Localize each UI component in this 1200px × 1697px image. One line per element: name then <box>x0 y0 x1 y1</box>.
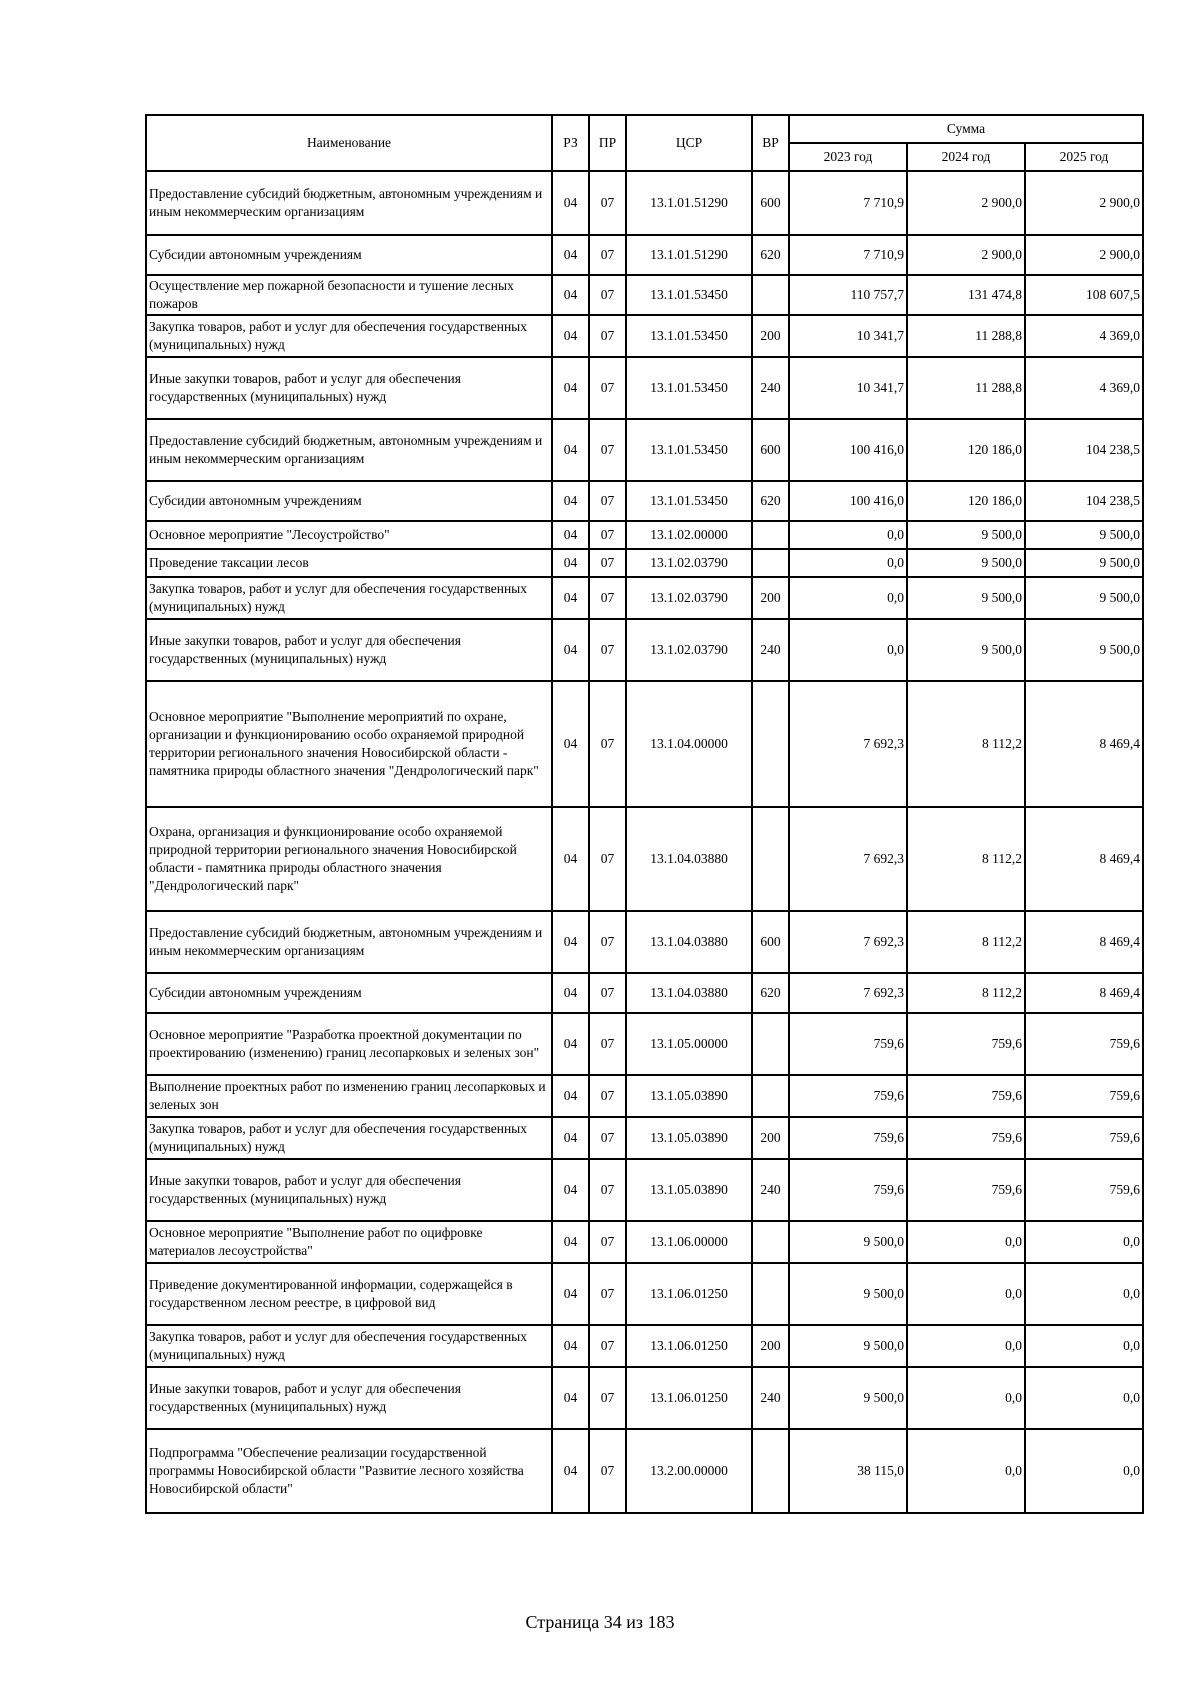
cell-pr: 07 <box>589 807 626 911</box>
cell-y2023: 759,6 <box>789 1075 907 1117</box>
cell-pr: 07 <box>589 973 626 1013</box>
cell-pr: 07 <box>589 1159 626 1221</box>
cell-y2025: 9 500,0 <box>1025 521 1143 549</box>
cell-pr: 07 <box>589 275 626 315</box>
table-row <box>146 275 1143 315</box>
cell-csr: 13.1.06.01250 <box>626 1325 752 1367</box>
cell-y2024: 0,0 <box>907 1221 1025 1263</box>
cell-name: Закупка товаров, работ и услуг для обеспечения государственных (муниципальных) нужд <box>146 577 552 619</box>
cell-name: Субсидии автономным учреждениям <box>146 481 552 521</box>
cell-pr: 07 <box>589 1117 626 1159</box>
cell-csr: 13.1.06.00000 <box>626 1221 752 1263</box>
cell-name: Основное мероприятие "Лесоустройство" <box>146 521 552 549</box>
cell-rz: 04 <box>552 275 589 315</box>
cell-pr: 07 <box>589 1013 626 1075</box>
cell-csr: 13.1.05.03890 <box>626 1159 752 1221</box>
cell-y2025: 4 369,0 <box>1025 357 1143 419</box>
table-row <box>146 171 1143 235</box>
header-pr: ПР <box>589 115 626 171</box>
table-row <box>146 481 1143 521</box>
cell-rz: 04 <box>552 681 589 807</box>
cell-y2023: 100 416,0 <box>789 481 907 521</box>
cell-csr: 13.1.06.01250 <box>626 1367 752 1429</box>
cell-vr: 620 <box>752 973 789 1013</box>
cell-csr: 13.1.01.53450 <box>626 419 752 481</box>
cell-y2024: 11 288,8 <box>907 357 1025 419</box>
cell-y2023: 7 710,9 <box>789 235 907 275</box>
cell-pr: 07 <box>589 1325 626 1367</box>
cell-csr: 13.1.02.03790 <box>626 619 752 681</box>
cell-csr: 13.1.04.00000 <box>626 681 752 807</box>
cell-rz: 04 <box>552 1117 589 1159</box>
cell-y2023: 110 757,7 <box>789 275 907 315</box>
table-row <box>146 807 1143 911</box>
cell-y2025: 8 469,4 <box>1025 911 1143 973</box>
cell-vr <box>752 1075 789 1117</box>
cell-y2025: 8 469,4 <box>1025 681 1143 807</box>
cell-y2025: 104 238,5 <box>1025 481 1143 521</box>
cell-y2025: 9 500,0 <box>1025 577 1143 619</box>
cell-pr: 07 <box>589 681 626 807</box>
cell-rz: 04 <box>552 1429 589 1513</box>
cell-y2024: 2 900,0 <box>907 235 1025 275</box>
table-row <box>146 1221 1143 1263</box>
header-name: Наименование <box>146 115 552 171</box>
table-row <box>146 235 1143 275</box>
cell-y2024: 120 186,0 <box>907 481 1025 521</box>
cell-y2025: 9 500,0 <box>1025 549 1143 577</box>
cell-name: Проведение таксации лесов <box>146 549 552 577</box>
cell-rz: 04 <box>552 1221 589 1263</box>
cell-y2025: 759,6 <box>1025 1075 1143 1117</box>
cell-name: Субсидии автономным учреждениям <box>146 973 552 1013</box>
cell-rz: 04 <box>552 973 589 1013</box>
header-year-2023: 2023 год <box>789 143 907 171</box>
cell-rz: 04 <box>552 1075 589 1117</box>
table-body <box>146 171 1143 1513</box>
cell-name: Подпрограмма "Обеспечение реализации государственной программы Новосибирской области "Развитие лесного хозяйства Новосибирской области" <box>146 1429 552 1513</box>
cell-y2024: 8 112,2 <box>907 973 1025 1013</box>
table-row <box>146 1325 1143 1367</box>
cell-vr: 240 <box>752 619 789 681</box>
cell-pr: 07 <box>589 235 626 275</box>
cell-y2024: 0,0 <box>907 1367 1025 1429</box>
cell-y2025: 759,6 <box>1025 1159 1143 1221</box>
cell-csr: 13.1.04.03880 <box>626 973 752 1013</box>
cell-rz: 04 <box>552 1325 589 1367</box>
cell-vr <box>752 549 789 577</box>
cell-pr: 07 <box>589 315 626 357</box>
cell-name: Основное мероприятие "Выполнение мероприятий по охране, организации и функционированию особо охраняемой природной территории регионального значения Новосибирской области - памятника природы областного значения "Дендрологический парк" <box>146 681 552 807</box>
cell-csr: 13.1.04.03880 <box>626 911 752 973</box>
cell-csr: 13.1.02.03790 <box>626 577 752 619</box>
cell-rz: 04 <box>552 171 589 235</box>
cell-y2023: 7 692,3 <box>789 681 907 807</box>
cell-rz: 04 <box>552 619 589 681</box>
table-row <box>146 521 1143 549</box>
cell-y2024: 8 112,2 <box>907 911 1025 973</box>
cell-csr: 13.1.06.01250 <box>626 1263 752 1325</box>
cell-vr: 240 <box>752 1159 789 1221</box>
cell-vr: 620 <box>752 235 789 275</box>
cell-vr: 620 <box>752 481 789 521</box>
header-csr: ЦСР <box>626 115 752 171</box>
table-row <box>146 315 1143 357</box>
cell-rz: 04 <box>552 357 589 419</box>
cell-vr <box>752 1429 789 1513</box>
cell-csr: 13.1.01.53450 <box>626 315 752 357</box>
table-row <box>146 973 1143 1013</box>
cell-y2025: 0,0 <box>1025 1429 1143 1513</box>
cell-y2025: 759,6 <box>1025 1117 1143 1159</box>
cell-pr: 07 <box>589 521 626 549</box>
cell-rz: 04 <box>552 1367 589 1429</box>
cell-y2023: 759,6 <box>789 1013 907 1075</box>
cell-rz: 04 <box>552 315 589 357</box>
cell-pr: 07 <box>589 1075 626 1117</box>
cell-y2024: 120 186,0 <box>907 419 1025 481</box>
cell-y2025: 8 469,4 <box>1025 973 1143 1013</box>
cell-csr: 13.1.01.53450 <box>626 481 752 521</box>
cell-name: Основное мероприятие "Выполнение работ по оцифровке материалов лесоустройства" <box>146 1221 552 1263</box>
cell-y2025: 0,0 <box>1025 1221 1143 1263</box>
cell-y2023: 0,0 <box>789 549 907 577</box>
cell-vr: 240 <box>752 357 789 419</box>
cell-csr: 13.1.01.53450 <box>626 357 752 419</box>
cell-name: Приведение документированной информации, содержащейся в государственном лесном реестре, в цифровой вид <box>146 1263 552 1325</box>
table-row <box>146 1263 1143 1325</box>
cell-name: Иные закупки товаров, работ и услуг для обеспечения государственных (муниципальных) нужд <box>146 357 552 419</box>
header-year-2025: 2025 год <box>1025 143 1143 171</box>
cell-y2024: 9 500,0 <box>907 521 1025 549</box>
cell-name: Закупка товаров, работ и услуг для обеспечения государственных (муниципальных) нужд <box>146 315 552 357</box>
cell-y2024: 8 112,2 <box>907 681 1025 807</box>
cell-rz: 04 <box>552 419 589 481</box>
table-row <box>146 681 1143 807</box>
cell-y2025: 2 900,0 <box>1025 171 1143 235</box>
cell-y2025: 0,0 <box>1025 1263 1143 1325</box>
cell-csr: 13.1.05.03890 <box>626 1075 752 1117</box>
cell-y2023: 7 710,9 <box>789 171 907 235</box>
cell-y2023: 759,6 <box>789 1159 907 1221</box>
cell-y2025: 4 369,0 <box>1025 315 1143 357</box>
cell-csr: 13.1.05.03890 <box>626 1117 752 1159</box>
header-rz: РЗ <box>552 115 589 171</box>
cell-y2024: 759,6 <box>907 1075 1025 1117</box>
table-row <box>146 1159 1143 1221</box>
cell-y2023: 0,0 <box>789 619 907 681</box>
cell-y2023: 7 692,3 <box>789 973 907 1013</box>
cell-csr: 13.1.05.00000 <box>626 1013 752 1075</box>
cell-y2023: 9 500,0 <box>789 1263 907 1325</box>
cell-name: Закупка товаров, работ и услуг для обеспечения государственных (муниципальных) нужд <box>146 1117 552 1159</box>
cell-csr: 13.1.02.00000 <box>626 521 752 549</box>
cell-vr <box>752 807 789 911</box>
cell-y2023: 9 500,0 <box>789 1367 907 1429</box>
cell-y2024: 131 474,8 <box>907 275 1025 315</box>
table-row <box>146 1075 1143 1117</box>
cell-y2023: 10 341,7 <box>789 315 907 357</box>
cell-y2023: 100 416,0 <box>789 419 907 481</box>
cell-name: Субсидии автономным учреждениям <box>146 235 552 275</box>
cell-y2024: 11 288,8 <box>907 315 1025 357</box>
header-vr: ВР <box>752 115 789 171</box>
cell-y2025: 104 238,5 <box>1025 419 1143 481</box>
cell-y2025: 0,0 <box>1025 1367 1143 1429</box>
cell-y2024: 759,6 <box>907 1117 1025 1159</box>
table-row <box>146 619 1143 681</box>
table-header <box>146 115 1143 171</box>
cell-y2024: 759,6 <box>907 1013 1025 1075</box>
cell-vr: 600 <box>752 911 789 973</box>
table-row <box>146 911 1143 973</box>
cell-vr <box>752 275 789 315</box>
cell-y2025: 108 607,5 <box>1025 275 1143 315</box>
cell-rz: 04 <box>552 235 589 275</box>
cell-pr: 07 <box>589 1367 626 1429</box>
cell-name: Осуществление мер пожарной безопасности и тушение лесных пожаров <box>146 275 552 315</box>
cell-rz: 04 <box>552 521 589 549</box>
cell-name: Предоставление субсидий бюджетным, автономным учреждениям и иным некоммерческим организациям <box>146 911 552 973</box>
budget-table <box>145 114 1144 1514</box>
cell-vr <box>752 1013 789 1075</box>
cell-vr: 200 <box>752 315 789 357</box>
cell-rz: 04 <box>552 549 589 577</box>
cell-pr: 07 <box>589 1221 626 1263</box>
cell-vr: 600 <box>752 171 789 235</box>
cell-pr: 07 <box>589 481 626 521</box>
cell-pr: 07 <box>589 577 626 619</box>
cell-y2024: 0,0 <box>907 1325 1025 1367</box>
cell-pr: 07 <box>589 1429 626 1513</box>
cell-pr: 07 <box>589 549 626 577</box>
cell-y2024: 0,0 <box>907 1429 1025 1513</box>
cell-y2024: 8 112,2 <box>907 807 1025 911</box>
cell-y2025: 759,6 <box>1025 1013 1143 1075</box>
cell-pr: 07 <box>589 1263 626 1325</box>
cell-vr: 200 <box>752 577 789 619</box>
cell-y2023: 0,0 <box>789 521 907 549</box>
cell-pr: 07 <box>589 357 626 419</box>
cell-y2024: 0,0 <box>907 1263 1025 1325</box>
table-row <box>146 1117 1143 1159</box>
cell-name: Иные закупки товаров, работ и услуг для обеспечения государственных (муниципальных) нужд <box>146 1159 552 1221</box>
cell-rz: 04 <box>552 911 589 973</box>
table-row <box>146 357 1143 419</box>
cell-name: Закупка товаров, работ и услуг для обеспечения государственных (муниципальных) нужд <box>146 1325 552 1367</box>
cell-y2023: 10 341,7 <box>789 357 907 419</box>
cell-pr: 07 <box>589 911 626 973</box>
cell-name: Охрана, организация и функционирование особо охраняемой природной территории регионального значения Новосибирской области - памятника природы областного значения "Дендрологический парк" <box>146 807 552 911</box>
table-row <box>146 1429 1143 1513</box>
cell-rz: 04 <box>552 577 589 619</box>
cell-y2024: 9 500,0 <box>907 549 1025 577</box>
cell-csr: 13.1.01.53450 <box>626 275 752 315</box>
header-sum: Сумма <box>789 115 1143 143</box>
table-row <box>146 1367 1143 1429</box>
cell-name: Иные закупки товаров, работ и услуг для обеспечения государственных (муниципальных) нужд <box>146 1367 552 1429</box>
cell-rz: 04 <box>552 807 589 911</box>
cell-rz: 04 <box>552 481 589 521</box>
cell-csr: 13.1.01.51290 <box>626 171 752 235</box>
cell-y2023: 38 115,0 <box>789 1429 907 1513</box>
cell-vr <box>752 1263 789 1325</box>
header-year-2024: 2024 год <box>907 143 1025 171</box>
cell-y2023: 9 500,0 <box>789 1221 907 1263</box>
cell-y2023: 9 500,0 <box>789 1325 907 1367</box>
table-row <box>146 549 1143 577</box>
cell-name: Основное мероприятие "Разработка проектной документации по проектированию (изменению) границ лесопарковых и зеленых зон" <box>146 1013 552 1075</box>
cell-y2023: 0,0 <box>789 577 907 619</box>
cell-name: Выполнение проектных работ по изменению границ лесопарковых и зеленых зон <box>146 1075 552 1117</box>
cell-pr: 07 <box>589 419 626 481</box>
cell-y2023: 7 692,3 <box>789 807 907 911</box>
cell-y2025: 0,0 <box>1025 1325 1143 1367</box>
cell-y2024: 2 900,0 <box>907 171 1025 235</box>
table-row <box>146 1013 1143 1075</box>
cell-pr: 07 <box>589 619 626 681</box>
cell-y2024: 9 500,0 <box>907 619 1025 681</box>
cell-name: Иные закупки товаров, работ и услуг для обеспечения государственных (муниципальных) нужд <box>146 619 552 681</box>
cell-rz: 04 <box>552 1159 589 1221</box>
cell-y2024: 9 500,0 <box>907 577 1025 619</box>
cell-y2023: 7 692,3 <box>789 911 907 973</box>
cell-vr <box>752 681 789 807</box>
cell-name: Предоставление субсидий бюджетным, автономным учреждениям и иным некоммерческим организациям <box>146 171 552 235</box>
cell-vr <box>752 521 789 549</box>
cell-vr: 240 <box>752 1367 789 1429</box>
cell-vr: 200 <box>752 1117 789 1159</box>
cell-y2025: 9 500,0 <box>1025 619 1143 681</box>
cell-y2024: 759,6 <box>907 1159 1025 1221</box>
cell-vr <box>752 1221 789 1263</box>
cell-y2025: 2 900,0 <box>1025 235 1143 275</box>
cell-rz: 04 <box>552 1263 589 1325</box>
cell-csr: 13.1.02.03790 <box>626 549 752 577</box>
cell-csr: 13.1.01.51290 <box>626 235 752 275</box>
cell-y2023: 759,6 <box>789 1117 907 1159</box>
cell-vr: 200 <box>752 1325 789 1367</box>
cell-csr: 13.1.04.03880 <box>626 807 752 911</box>
cell-vr: 600 <box>752 419 789 481</box>
table-row <box>146 577 1143 619</box>
cell-rz: 04 <box>552 1013 589 1075</box>
cell-name: Предоставление субсидий бюджетным, автономным учреждениям и иным некоммерческим организациям <box>146 419 552 481</box>
table-row <box>146 419 1143 481</box>
cell-pr: 07 <box>589 171 626 235</box>
cell-y2025: 8 469,4 <box>1025 807 1143 911</box>
cell-csr: 13.2.00.00000 <box>626 1429 752 1513</box>
page-number: Страница 34 из 183 <box>525 1612 675 1632</box>
